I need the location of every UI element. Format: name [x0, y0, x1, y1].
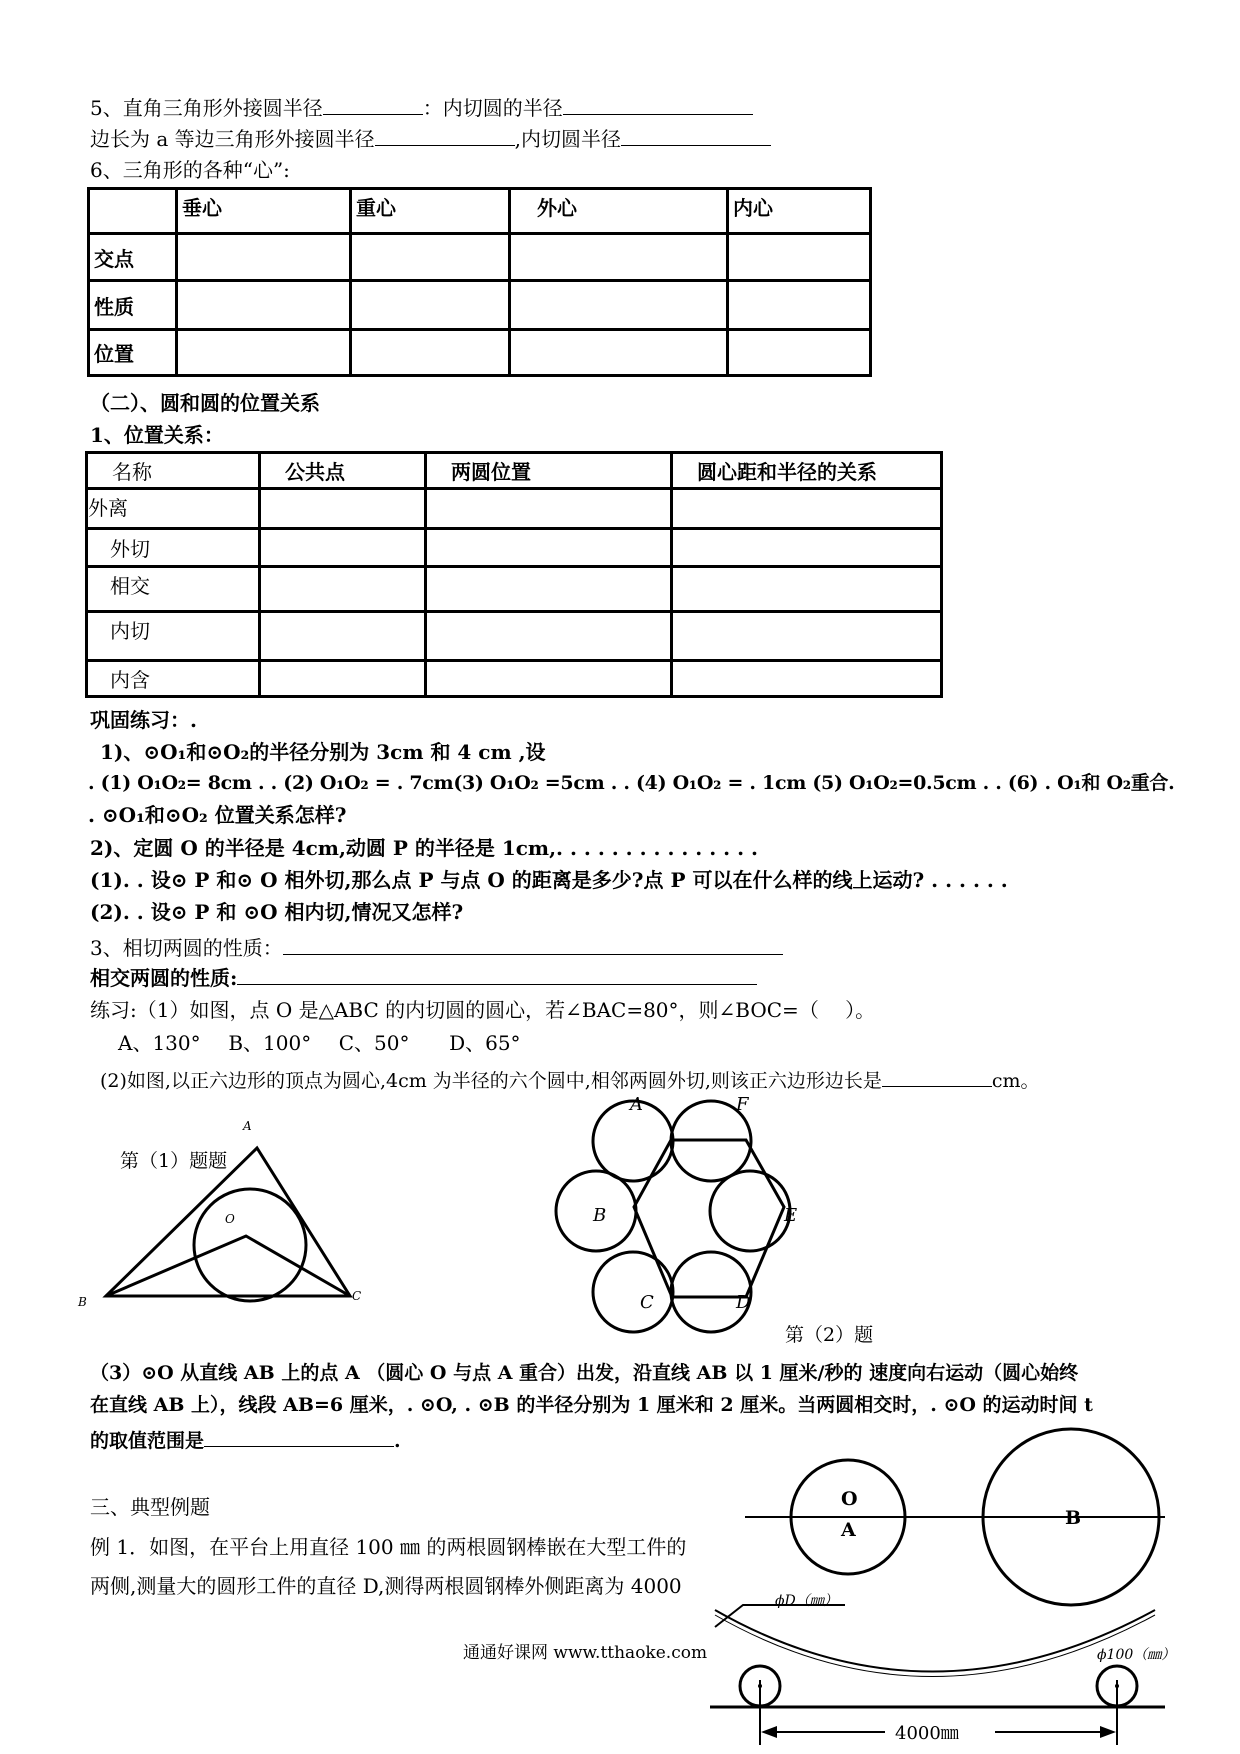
q5-text-c: 边长为 a 等边三角形外接圆半径: [90, 127, 375, 151]
table-cell[interactable]: [260, 529, 426, 567]
section2-title: （二）、圆和圆的位置关系: [90, 391, 320, 415]
table-header-cell: 外心: [510, 189, 728, 234]
problem3-line2: 在直线 AB 上），线段 AB=6 厘米，. ⊙O, . ⊙B 的半径分别为 1 厘米和 2 厘米。当两圆相交时，. ⊙O 的运动时间 t: [90, 1394, 1093, 1416]
answer-blank[interactable]: [283, 936, 783, 955]
section2-subtitle: 1、位置关系：: [90, 423, 224, 447]
label-f: F: [736, 1094, 749, 1115]
table-cell[interactable]: [260, 612, 426, 661]
table-row-label: 外切: [87, 529, 260, 567]
table-header-cell: [89, 189, 177, 234]
table-header-cell: 重心: [351, 189, 510, 234]
footer-text: 通通好课网 www.tthaoke.com: [463, 1643, 708, 1663]
answer-blank[interactable]: [621, 127, 771, 146]
table-cell[interactable]: [672, 529, 942, 567]
table-cell[interactable]: [510, 281, 728, 330]
table-cell[interactable]: [426, 612, 672, 661]
q5-line1: [90, 96, 753, 118]
table-header-cell: 公共点: [260, 453, 426, 489]
practice-3-label: 3、相切两圆的性质：: [90, 936, 283, 960]
figure2-caption: 第（2）题: [785, 1324, 874, 1346]
table-cell[interactable]: [260, 489, 426, 529]
practice-2-line3: (2). . 设⊙ P 和 ⊙O 相内切,情况又怎样?: [90, 900, 464, 924]
label-a: A: [630, 1094, 643, 1115]
practice-2-line2: (1). . 设⊙ P 和⊙ O 相外切,那么点 P 与点 O 的距离是多少?点 P 可以在什么样的线上运动? . . . . . .: [90, 868, 1008, 892]
exercise-line1: 练习:（1）如图，点 O 是△ABC 的内切圆的圆心，若∠BAC=80°，则∠BOC=（ ）。: [90, 998, 876, 1022]
label-a: A: [243, 1119, 252, 1133]
table-row-label: 相交: [87, 567, 260, 612]
table-header-cell: 两圆位置: [426, 453, 672, 489]
practice-3b-line: [90, 966, 757, 988]
figure4-workpiece-measurement: [705, 1593, 1176, 1750]
q5-text-a: 5、直角三角形外接圆半径: [90, 96, 323, 120]
practice-3-line: [90, 936, 783, 958]
hexagon: [634, 1140, 784, 1297]
practice-3b-label: 相交两圆的性质:: [90, 966, 238, 990]
table-row-label: 性质: [89, 281, 177, 330]
label-4000: 4000㎜: [895, 1723, 959, 1744]
table-header-cell: 垂心: [177, 189, 351, 234]
q5-line2: [90, 127, 771, 149]
arrow-right: [1100, 1726, 1116, 1738]
q6-title: 6、三角形的各种“心”:: [90, 158, 290, 182]
q5-text-b: ：内切圆的半径: [422, 96, 563, 120]
table-header-cell: 圆心距和半径的关系: [672, 453, 942, 489]
circle-c: [593, 1252, 673, 1332]
table-cell[interactable]: [177, 281, 351, 330]
option-b[interactable]: B、100°: [228, 1031, 312, 1055]
table-cell[interactable]: [426, 489, 672, 529]
option-a[interactable]: A、130°: [118, 1031, 201, 1055]
table-cell[interactable]: [426, 529, 672, 567]
exercise-options: [118, 1033, 521, 1053]
table-cell[interactable]: [672, 612, 942, 661]
label-c: C: [640, 1292, 654, 1313]
table-cell[interactable]: [728, 281, 871, 330]
answer-blank[interactable]: [204, 1428, 394, 1447]
q5-text-d: ,内切圆半径: [514, 127, 621, 151]
option-d[interactable]: D、65°: [449, 1031, 521, 1055]
answer-blank[interactable]: [375, 127, 515, 146]
table-cell[interactable]: [351, 234, 510, 281]
table-cell[interactable]: [351, 330, 510, 376]
label-e: E: [784, 1205, 798, 1226]
label-a: A: [841, 1519, 856, 1541]
centers-table: [87, 187, 872, 377]
example1-line2: 两侧,测量大的圆形工件的直径 D,测得两根圆钢棒外侧距离为 4000: [90, 1574, 682, 1598]
table-row-label: 交点: [89, 234, 177, 281]
figure1-triangle-incircle: [70, 1110, 390, 1310]
table-cell[interactable]: [177, 330, 351, 376]
figure1-caption: 第（1）题题: [120, 1150, 228, 1172]
table-cell[interactable]: [351, 281, 510, 330]
answer-blank[interactable]: [563, 96, 753, 115]
table-cell[interactable]: [672, 567, 942, 612]
table-cell[interactable]: [672, 489, 942, 529]
example1-line1: 例 1．如图，在平台上用直径 100 ㎜ 的两根圆钢棒嵌在大型工件的: [90, 1535, 687, 1559]
label-o: O: [225, 1212, 235, 1226]
label-b: B: [593, 1205, 607, 1226]
table-row-label: 位置: [89, 330, 177, 376]
table-cell[interactable]: [672, 661, 942, 697]
table-row-label: 外离: [87, 489, 260, 529]
problem3-line1: （3）⊙O 从直线 AB 上的点 A （圆心 O 与点 A 重合）出发，沿直线 AB 以 1 厘米/秒的 速度向右运动（圆心始终: [90, 1362, 1079, 1384]
exercise-2-text: (2)如图,以正六边形的顶点为圆心,4cm 为半径的六个圆中,相邻两圆外切,则该正六边形边长是: [100, 1070, 882, 1092]
workpiece-arc: [715, 1610, 1155, 1672]
table-cell[interactable]: [260, 567, 426, 612]
exercise-2-unit: cm。: [991, 1070, 1040, 1092]
practice-2-line1: 2)、定圆 O 的半径是 4cm,动圆 P 的半径是 1cm,. . . . . . . . . . . . . . .: [90, 836, 758, 860]
label-b: B: [78, 1295, 87, 1309]
option-c[interactable]: C、50°: [338, 1031, 410, 1055]
arrow-left: [761, 1726, 777, 1738]
problem3-end: .: [394, 1430, 401, 1452]
label-d: D: [736, 1292, 751, 1313]
label-b: B: [1065, 1507, 1082, 1529]
practice-title: 巩固练习：.: [90, 708, 197, 732]
circle-e: [710, 1171, 790, 1251]
table-cell[interactable]: [510, 234, 728, 281]
table-cell[interactable]: [260, 661, 426, 697]
label-c: C: [352, 1289, 362, 1303]
problem3-line3: [90, 1428, 401, 1451]
answer-blank[interactable]: [323, 96, 423, 115]
angle-boc-lines: [106, 1236, 350, 1296]
answer-blank[interactable]: [237, 966, 757, 985]
section3-title: 三、典型例题: [90, 1495, 210, 1519]
table-row-label: 内含: [87, 661, 260, 697]
table-header-cell: 内心: [728, 189, 871, 234]
table-header-cell: 名称: [87, 453, 260, 489]
practice-1-line3: . ⊙O₁和⊙O₂ 位置关系怎样?: [88, 803, 347, 827]
practice-1-line1: 1)、⊙O₁和⊙O₂的半径分别为 3cm 和 4 cm ,设: [100, 740, 546, 764]
table-cell[interactable]: [728, 234, 871, 281]
table-row-label: 内切: [87, 612, 260, 661]
table-cell[interactable]: [177, 234, 351, 281]
label-o: O: [841, 1488, 858, 1510]
incircle: [194, 1189, 306, 1301]
figure3-circles-on-line: [745, 1430, 1170, 1610]
table-cell[interactable]: [426, 661, 672, 697]
figure2-hexagon-circles: [560, 1085, 900, 1350]
table-cell[interactable]: [728, 330, 871, 376]
relation-table: [85, 451, 943, 698]
problem3-text: 的取值范围是: [90, 1430, 205, 1452]
table-cell[interactable]: [510, 330, 728, 376]
practice-1-line2: . (1) O₁O₂= 8cm . . (2) O₁O₂ = . 7cm(3) O₁O₂ =5cm . . (4) O₁O₂ = . 1cm (5) O₁O₂=0.5cm . . (6) . O₁和 O₂重合.: [88, 772, 1175, 794]
table-cell[interactable]: [426, 567, 672, 612]
workpiece-arc-inner: [715, 1615, 1155, 1677]
label-diameter-d: ϕD（㎜）: [775, 1593, 838, 1609]
label-diameter-100: ϕ100（㎜）: [1097, 1647, 1176, 1663]
